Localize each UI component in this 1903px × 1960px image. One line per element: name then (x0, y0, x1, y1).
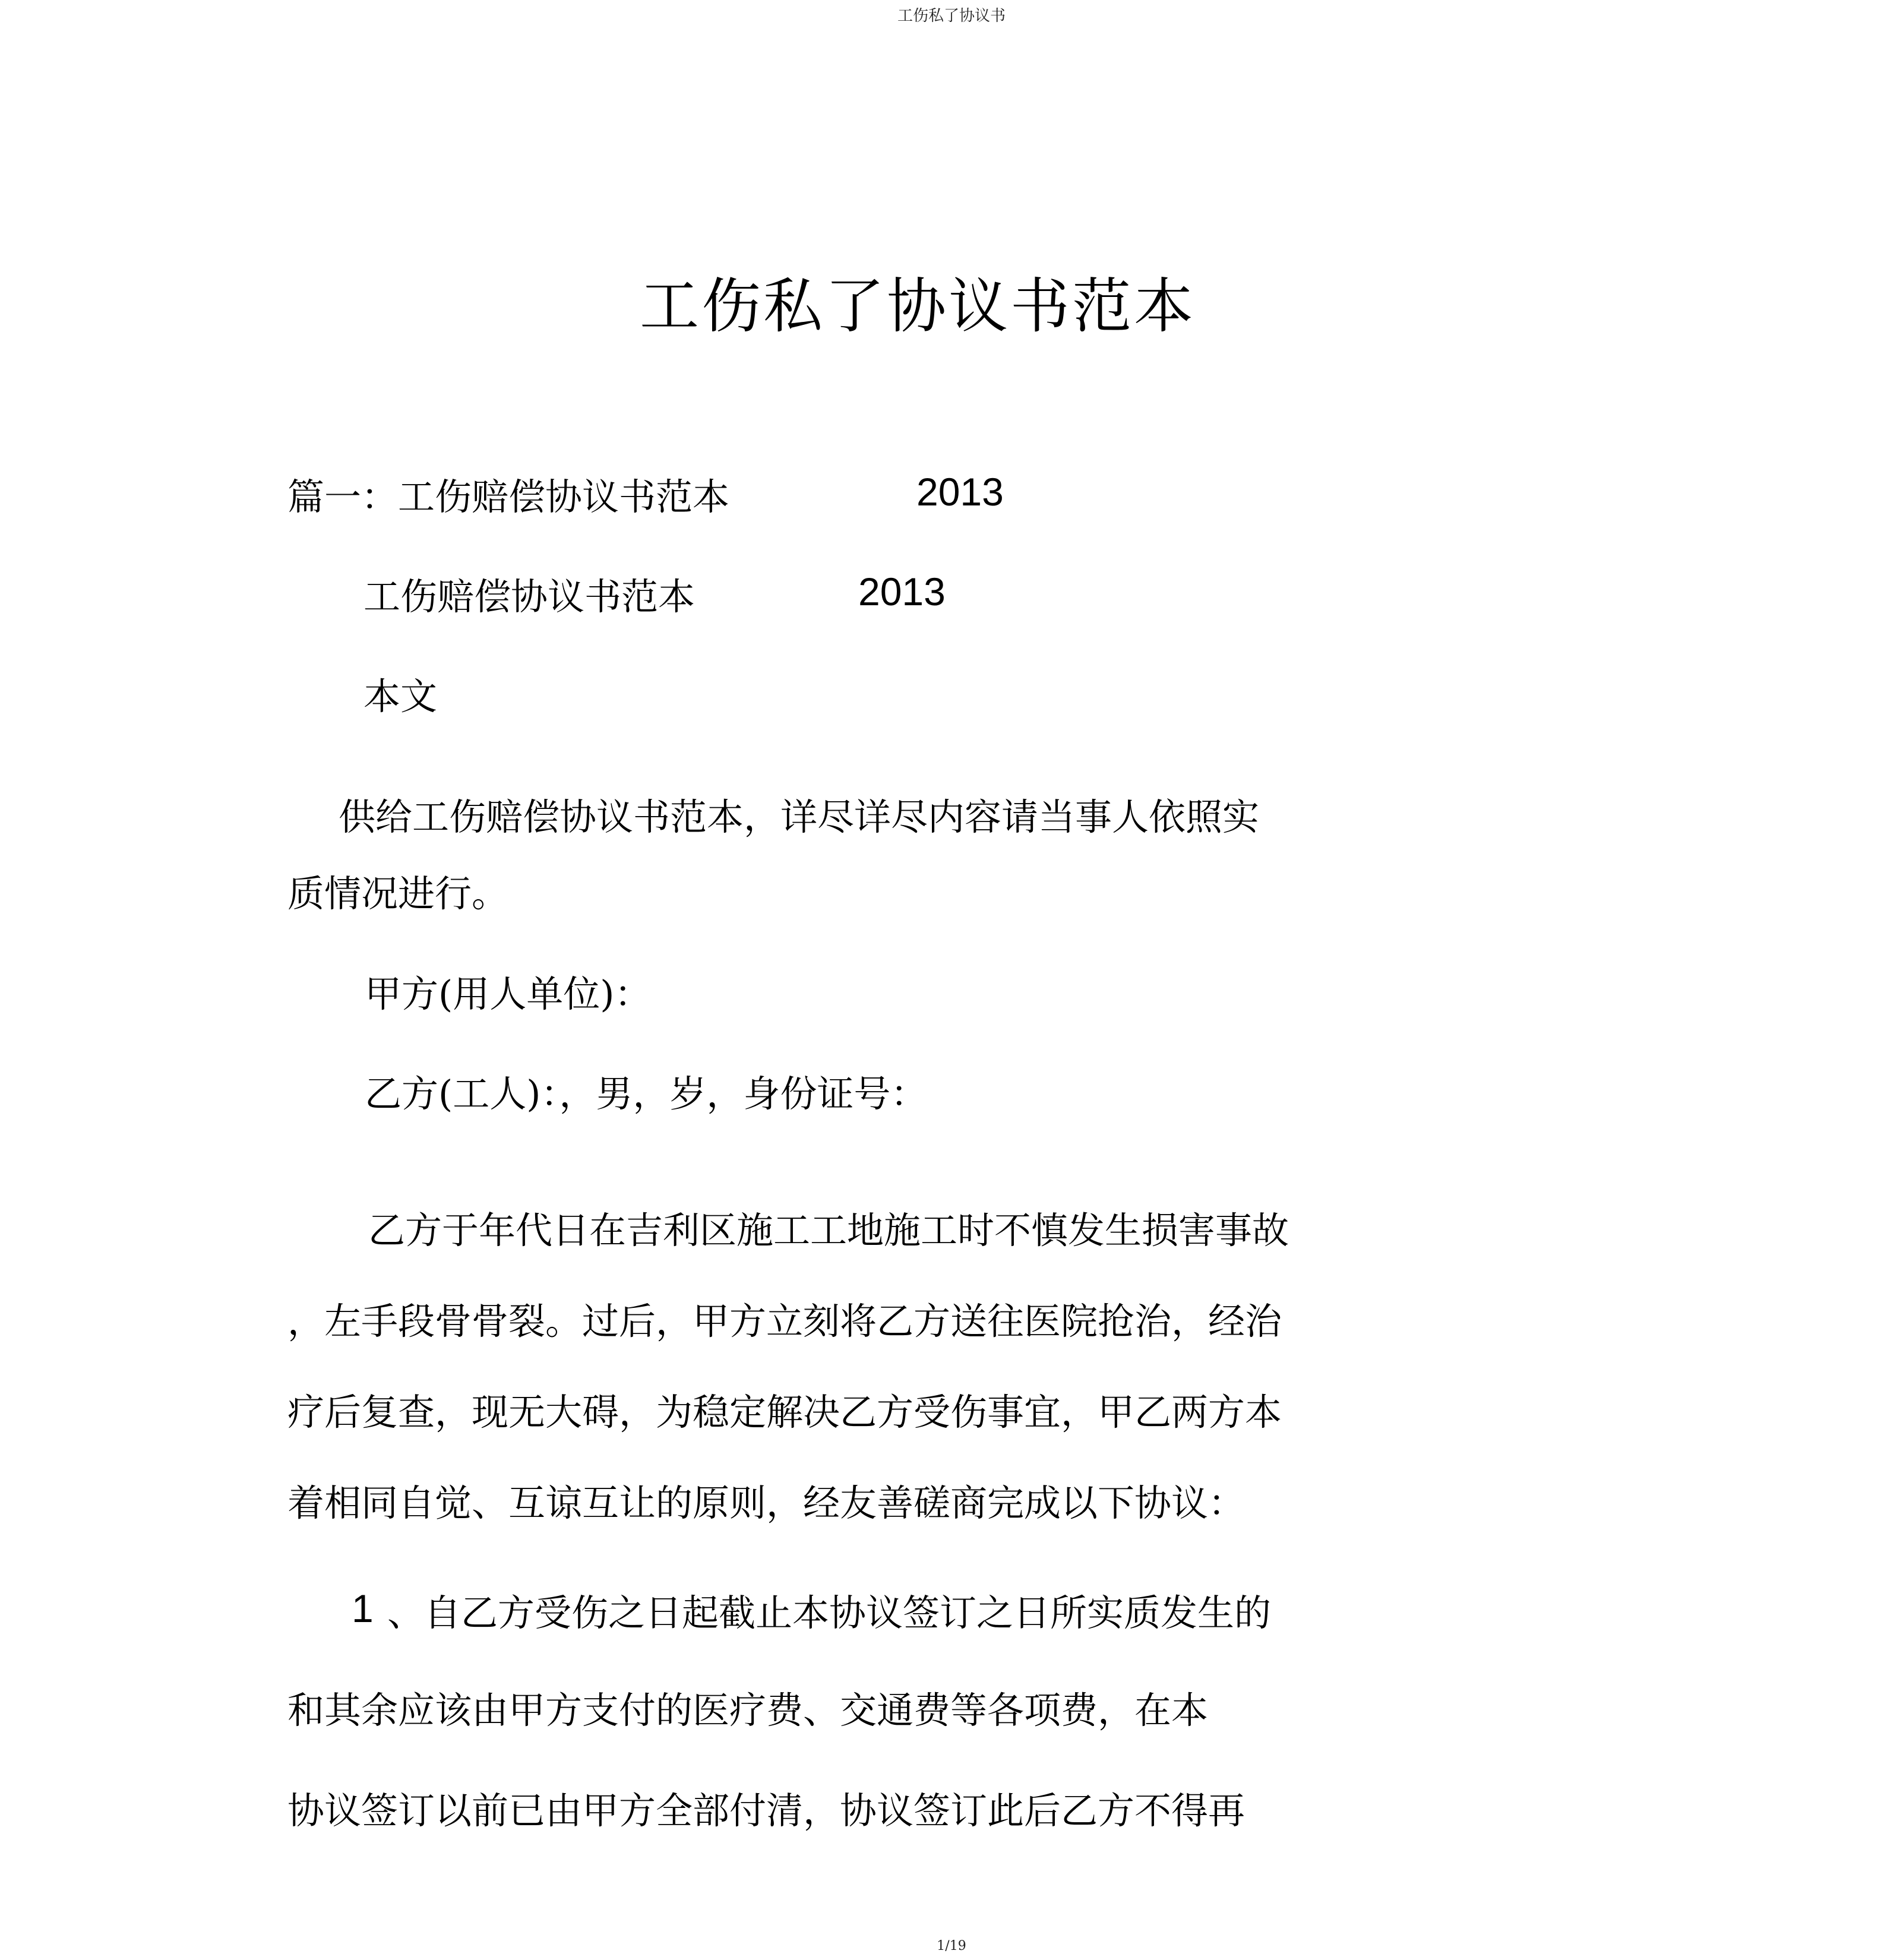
section-heading (287, 467, 729, 520)
intro-line-1: 供给工伤赔偿协议书范本，详尽详尽内容请当事人依照实 (339, 795, 1260, 839)
clause-1-line-1: 、自乙方受伤之日起截止本协议签订之日所实质发生的 (387, 1591, 1272, 1635)
running-header: 工伤私了协议书 (897, 7, 1006, 25)
subheading-text: 工伤赔偿协议书范本 (363, 575, 696, 618)
page-number: 1/19 (937, 1939, 966, 1953)
incident-line-1: 乙方于年代日在吉利区施工工地施工时不慎发生损害事故 (368, 1209, 1289, 1252)
intro-line-2: 质情况进行。 (287, 872, 509, 915)
clause-1-line-2: 和其余应该由甲方支付的医疗费、交通费等各项费，在本 (287, 1689, 1209, 1732)
clause-1-number: 1 (352, 1586, 374, 1630)
subheading (363, 567, 695, 620)
subheading-year: 2013 (858, 570, 946, 614)
party-b: 乙方(工人)：，男，岁，身份证号： (365, 1072, 928, 1115)
incident-line-2: ，左手段骨骨裂。过后，甲方立刻将乙方送往医院抢治，经治 (287, 1300, 1282, 1343)
party-a: 甲方(用人单位)： (365, 972, 652, 1016)
body-label: 本文 (363, 675, 438, 718)
document-title: 工伤私了协议书范本 (640, 271, 1196, 341)
incident-line-3: 疗后复查，现无大碍，为稳定解决乙方受伤事宜，甲乙两方本 (287, 1390, 1282, 1434)
clause-1-line-3: 协议签订以前已由甲方全部付清，协议签订此后乙方不得再 (287, 1789, 1246, 1832)
section-heading-year: 2013 (916, 470, 1004, 514)
section-heading-text: 篇一：工伤赔偿协议书范本 (287, 475, 730, 519)
incident-line-4: 着相同自觉、互谅互让的原则，经友善磋商完成以下协议： (287, 1481, 1246, 1525)
